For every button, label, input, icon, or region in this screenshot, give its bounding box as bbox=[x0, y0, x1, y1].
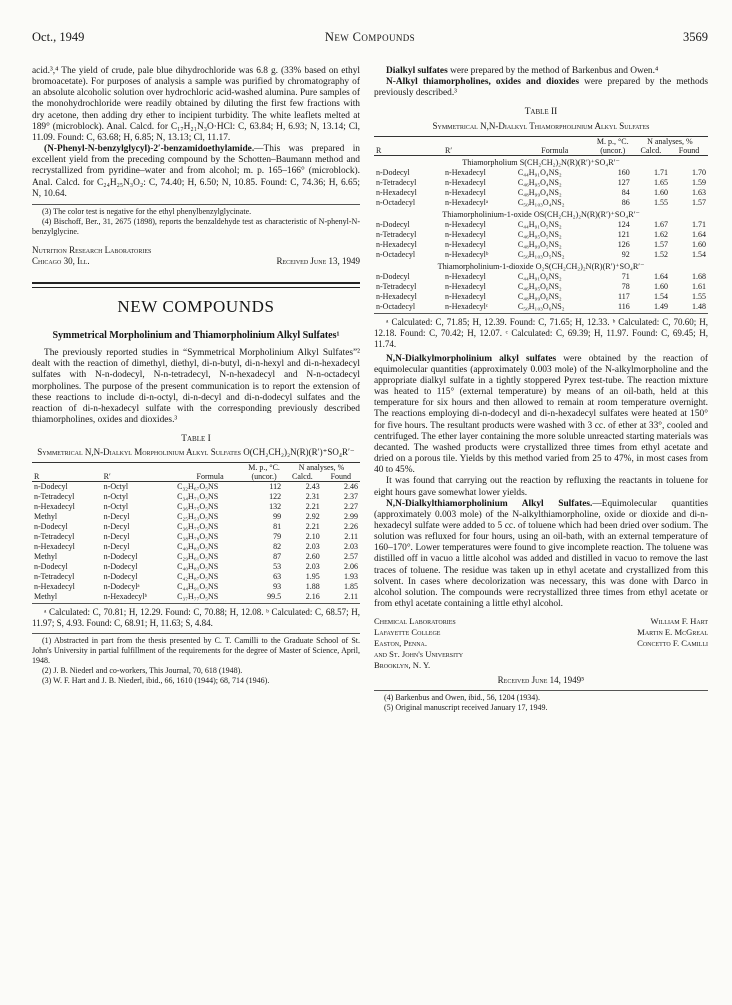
table-row bbox=[374, 178, 708, 188]
table-cell: 112 bbox=[269, 482, 282, 492]
table-cell: C₄₄H₉₁O₅NS₂ bbox=[517, 219, 562, 229]
column-header: M. p., °C. (uncor.) bbox=[596, 136, 629, 155]
section-heading: NEW COMPOUNDS bbox=[117, 296, 275, 316]
table-cell: n-Hexadecylᵃ bbox=[445, 197, 489, 207]
table-footnote: ᵃ Calculated: C, 70.81; H, 12.29. Found: C, 70.88; H, 12.08. ᵇ Calculated: C, 68.57; H, 11.97; S, 4.93. Found: C, 68.91; H, 11.63; S, 4.84. bbox=[32, 607, 360, 629]
table-rule bbox=[32, 603, 360, 604]
column-header: M. p., °C. (uncor.) bbox=[248, 463, 280, 482]
table-caption: Table I bbox=[181, 434, 211, 445]
table-cell: n-Hexadecyl bbox=[376, 291, 417, 301]
header-section: New Compounds bbox=[324, 30, 416, 44]
table-cell: 1.60 bbox=[692, 239, 706, 249]
author: Concetto F. Camilli bbox=[637, 638, 708, 649]
table-cell: n-Hexadecyl bbox=[34, 542, 75, 552]
author: William F. Hart bbox=[650, 616, 708, 627]
table-cell: 132 bbox=[269, 502, 282, 512]
table-cell: n-Dodecyl bbox=[376, 271, 410, 281]
table-cell: n-Hexadecyl bbox=[445, 229, 486, 239]
table-cell: n-Octyl bbox=[103, 482, 129, 492]
table-cell: C₄₈H₉₉O₅NS₂ bbox=[517, 239, 562, 249]
compound-title: (N-Phenyl-N-benzylglycyl)-2′-benzamidoethylamide. bbox=[44, 144, 255, 155]
column-header: Found bbox=[330, 472, 352, 482]
header-page-number: 3569 bbox=[683, 30, 708, 44]
paragraph: N,N-Dialkylthiamorpholinium Alkyl Sulfates.—Equimolecular quantities (approximately 0.003 mole) of the N-alkylthiamorpholine, oxide or dioxide and di-n-hexadecyl sulfate were added to 5 cc. of toluene which had been dried over sodium. The solution was refluxed for four hours, using an oil-bath, with an external temperature of 160–170°. Lower temperatures were found to give incomplete reaction. The toluene was distilled off in vacuo a little alcohol was added and distilled in vacuo to remove the last traces of toluene. The residue was taken up in ethyl acetate and crystallized from this solvent. In cases where decolorization was necessary, this was done with Darco in alcohol solution. The compounds were recrystallized three times from ethyl acetate or from ethyl acetate containing a little ethyl alcohol. bbox=[374, 498, 708, 610]
table-cell: n-Hexadecyl bbox=[445, 187, 486, 197]
table-cell: 86 bbox=[621, 197, 630, 207]
table-cell: C₄₀H₈₃O₅NS bbox=[177, 542, 219, 552]
paragraph: (N-Phenyl-N-benzylglycyl)-2′-benzamidoethylamide.—This was prepared in excellent yield from the preceding compound by the Schotten–Baumann method and recrystallized from pyridine–water and from alcohol; m. p. 165–166° (microblock). Anal. Calcd. for C₂₄H₂₅N₃O₂: C, 74.40; H, 6.50; N, 10.85. Found: C, 74.36; H, 6.65; N, 10.64. bbox=[32, 144, 360, 199]
table-cell: 1.59 bbox=[692, 177, 706, 187]
table-cell: n-Hexadecyl bbox=[376, 239, 417, 249]
table-cell: 1.49 bbox=[654, 301, 669, 311]
table-cell: n-Dodecylᵃ bbox=[103, 582, 140, 592]
table-cell: 1.61 bbox=[692, 281, 706, 291]
table-cell: 99 bbox=[273, 512, 282, 522]
received-line bbox=[32, 256, 360, 268]
table-cell: 2.26 bbox=[344, 522, 358, 532]
table-cell: 84 bbox=[621, 187, 630, 197]
column-header: N analyses, % bbox=[298, 463, 345, 473]
table-cell: 117 bbox=[618, 291, 630, 301]
table-cell: 126 bbox=[617, 239, 630, 249]
lab-name: Nutrition Research Laboratories bbox=[32, 244, 152, 255]
table-rule bbox=[374, 313, 708, 314]
table-cell: 1.68 bbox=[692, 271, 706, 281]
table-cell: n-Hexadecyl bbox=[445, 281, 486, 291]
table-row bbox=[374, 188, 708, 198]
divider bbox=[32, 287, 360, 288]
table-row bbox=[32, 502, 360, 512]
footnote: (2) J. B. Niederl and co-workers, This Journal, 70, 618 (1948). bbox=[42, 666, 243, 676]
table-cell: 81 bbox=[273, 522, 282, 532]
table-row bbox=[374, 240, 708, 250]
table-cell: n-Decyl bbox=[103, 532, 130, 542]
column-header: Formula bbox=[196, 472, 224, 482]
table-cell: 2.11 bbox=[344, 592, 358, 602]
footnote-rule bbox=[32, 633, 360, 634]
footnote-rule bbox=[374, 690, 708, 691]
column-header: R′ bbox=[103, 472, 111, 482]
table-cell: n-Dodecyl bbox=[34, 562, 68, 572]
table-cell: 99.5 bbox=[267, 592, 282, 602]
received-date: Received June 13, 1949 bbox=[276, 255, 360, 266]
table-group-row bbox=[374, 208, 708, 220]
table-row bbox=[32, 552, 360, 562]
paragraph: N-Alkyl thiamorpholines, oxides and dioxides were prepared by the methods previously described.³ bbox=[374, 77, 708, 99]
table-cell: 160 bbox=[617, 167, 630, 177]
table-row bbox=[32, 582, 360, 592]
table-cell: n-Octadecyl bbox=[376, 197, 416, 207]
column-header: Found bbox=[678, 145, 700, 155]
table-group-label: Thiamorpholinium-1-oxide OS(CH₂CH₂)₂N(R)(R′)⁺SO₄R′⁻ bbox=[442, 209, 640, 219]
table-cell: 122 bbox=[269, 492, 282, 502]
table-cell: n-Hexadecyl bbox=[445, 271, 486, 281]
table-row bbox=[374, 168, 708, 178]
table-cell: n-Tetradecyl bbox=[34, 532, 75, 542]
table-cell: C₃₄H₇₁O₅NS bbox=[177, 492, 219, 502]
table-cell: 1.54 bbox=[654, 291, 669, 301]
table-row bbox=[32, 482, 360, 493]
column-header: R bbox=[376, 145, 382, 155]
paragraph: Dialkyl sulfates were prepared by the method of Barkenbus and Owen.⁴ bbox=[386, 66, 659, 76]
table-cell: 79 bbox=[273, 532, 282, 542]
table-cell: 1.64 bbox=[692, 229, 706, 239]
table-cell: n-Hexadecylᶜ bbox=[445, 301, 488, 311]
table-caption: Table II bbox=[524, 107, 558, 118]
table-cell: 1.63 bbox=[692, 187, 706, 197]
table-cell: 1.64 bbox=[654, 271, 669, 281]
footnote: (5) Original manuscript received January 17, 1949. bbox=[384, 703, 548, 713]
table-cell: Methyl bbox=[34, 592, 58, 602]
table-cell: 2.21 bbox=[305, 522, 320, 532]
table-cell: C₄₄H₉₁O₅NS bbox=[177, 582, 219, 592]
table-cell: 1.54 bbox=[692, 249, 706, 259]
table-cell: n-Dodecyl bbox=[376, 219, 410, 229]
table-cell: 2.16 bbox=[305, 592, 320, 602]
table-cell: 1.67 bbox=[654, 219, 669, 229]
table-row bbox=[374, 292, 708, 302]
table-cell: 1.62 bbox=[654, 229, 669, 239]
footnote: (4) Barkenbus and Owen, ibid., 56, 1204 (1934). bbox=[384, 693, 540, 703]
table-cell: n-Hexadecyl bbox=[445, 291, 486, 301]
table-cell: C₂₅H₅₃O₅NS bbox=[177, 512, 219, 522]
table-cell: 116 bbox=[618, 301, 630, 311]
table-cell: 2.21 bbox=[305, 502, 320, 512]
table-cell: 1.95 bbox=[305, 572, 320, 582]
table-cell: 82 bbox=[273, 542, 282, 552]
affiliation: and St. John's University bbox=[374, 649, 464, 660]
table-cell: n-Hexadecyl bbox=[445, 219, 486, 229]
table-cell: C₄₄H₉₁O₄NS₂ bbox=[517, 167, 562, 177]
table-cell: 71 bbox=[621, 271, 630, 281]
footnote: (3) The color test is negative for the ethyl phenylbenzylglycinate. bbox=[42, 206, 252, 216]
table-cell: n-Octyl bbox=[103, 502, 129, 512]
table-cell: C₃₇H₇₇O₅NS bbox=[177, 592, 219, 602]
table-cell: C₅₀H₁₀₃O₅NS₂ bbox=[517, 249, 565, 259]
table-cell: C₂₉H₆₁O₅NS bbox=[177, 552, 219, 562]
table-cell: 2.99 bbox=[344, 512, 358, 522]
table-cell: n-Hexadecylᵇ bbox=[445, 249, 489, 259]
table-group-label: Thiamorpholium S(CH₂CH₂)₂N(R)(R′)⁺SO₄R′⁻ bbox=[462, 157, 620, 167]
table-cell: 2.27 bbox=[344, 502, 358, 512]
city: Chicago 30, Ill. bbox=[32, 255, 90, 266]
table-title: Symmetrical N,N-Dialkyl Thiamorpholinium Alkyl Sulfates bbox=[432, 120, 650, 131]
table-2 bbox=[374, 136, 708, 312]
table-cell: n-Tetradecyl bbox=[34, 492, 75, 502]
table-group-label: Thiamorpholinium-1-dioxide O₂S(CH₂CH₂)₂N(R)(R′)⁺SO₄R′⁻ bbox=[437, 261, 645, 271]
table-row bbox=[374, 220, 708, 230]
table-cell: 78 bbox=[621, 281, 630, 291]
table-footnote: ᵃ Calculated: C, 71.85; H, 12.39. Found: C, 71.65; H, 12.33. ᵇ Calculated: C, 70.60; H, 12.18. Found: C, 70.42; H, 12.07. ᶜ Calculated: C, 69.39; H, 11.97. Found: C, 69.45; H, 11.74. bbox=[374, 316, 708, 349]
table-cell: C₄₈H₉₉O₆NS₂ bbox=[517, 291, 562, 301]
table-cell: n-Hexadecyl bbox=[34, 502, 75, 512]
table-cell: n-Dodecyl bbox=[103, 552, 138, 562]
table-cell: n-Octyl bbox=[103, 492, 129, 502]
table-row bbox=[374, 230, 708, 240]
table-cell: Methyl bbox=[34, 552, 58, 562]
table-cell: n-Hexadecylᵇ bbox=[103, 592, 147, 602]
table-cell: 1.70 bbox=[692, 167, 706, 177]
table-cell: n-Hexadecyl bbox=[445, 177, 486, 187]
table-row bbox=[32, 522, 360, 532]
table-cell: C₄₆H₉₅O₅NS₂ bbox=[517, 229, 562, 239]
paragraph: The previously reported studies in “Symmetrical Morpholinium Alkyl Sulfates”² dealt with the reaction of dimethyl, diethyl, di-n-butyl, di-n-hexyl and di-n-hexadecyl sulfates with N-n-dodecyl, N-n-tetradecyl, N-n-hexadecyl and N-n-octadecyl morpholines. The purpose of the present communication is to report the extension of these reactions to include di-n-octyl, di-n-decyl and di-n-dodecyl sulfates and the reaction of di-n-hexadecyl sulfate with the corresponding previously described thiamorpholines, oxides and dioxides.³ bbox=[32, 348, 360, 425]
table-cell: 2.37 bbox=[344, 492, 358, 502]
table-cell: C₃₆H₇₅O₅NS bbox=[177, 502, 219, 512]
column-header: R′ bbox=[445, 145, 453, 155]
author: Martin E. McGreal bbox=[637, 627, 708, 638]
column-header: Calcd. bbox=[292, 472, 313, 482]
table-cell: 1.88 bbox=[305, 582, 320, 592]
paragraph: It was found that carrying out the reaction by refluxing the reactants in toluene for eight hours gave somewhat lower yields. bbox=[374, 476, 708, 498]
signature-block bbox=[374, 616, 708, 672]
table-cell: 2.46 bbox=[344, 482, 358, 492]
table-cell: 92 bbox=[621, 249, 630, 259]
table-cell: 87 bbox=[273, 552, 282, 562]
table-cell: 2.31 bbox=[305, 492, 320, 502]
table-cell: C₅₀H₁₀₃O₆NS₂ bbox=[517, 301, 565, 311]
table-cell: 1.48 bbox=[692, 301, 706, 311]
table-cell: C₃₆H₇₅O₅NS bbox=[177, 522, 219, 532]
table-cell: n-Hexadecyl bbox=[34, 582, 75, 592]
right-column bbox=[374, 66, 708, 713]
table-cell: 2.03 bbox=[305, 562, 320, 572]
table-cell: 1.60 bbox=[654, 281, 669, 291]
affiliation: Chemical Laboratories bbox=[374, 616, 456, 627]
column-header: Formula bbox=[541, 145, 569, 155]
table-title: Symmetrical N,N-Dialkyl Morpholinium Alkyl Sulfates O(CH₂CH₂)₂N(R)(R′)⁺SO₄R′⁻ bbox=[37, 447, 355, 458]
table-row bbox=[374, 302, 708, 312]
column-header: N analyses, % bbox=[647, 136, 693, 146]
table-cell: n-Decyl bbox=[103, 522, 130, 532]
table-cell: 127 bbox=[617, 177, 630, 187]
left-column bbox=[32, 66, 360, 686]
table-cell: C₄₈H₉₉O₄NS₂ bbox=[517, 187, 562, 197]
table-cell: 1.55 bbox=[692, 291, 706, 301]
table-cell: Methyl bbox=[34, 512, 58, 522]
table-cell: 2.57 bbox=[344, 552, 358, 562]
footnote: (4) Bischoff, Ber., 31, 2675 (1898), reports the benzaldehyde test as characteristic of N-phenyl-N-benzylglycine. bbox=[32, 216, 360, 236]
affiliation: Brooklyn, N. Y. bbox=[374, 660, 431, 671]
table-group-row bbox=[374, 155, 708, 168]
table-cell: n-Octadecyl bbox=[376, 249, 416, 259]
table-cell: 2.43 bbox=[305, 482, 320, 492]
table-cell: n-Hexadecyl bbox=[445, 167, 486, 177]
table-cell: 2.03 bbox=[344, 542, 358, 552]
footnote: (3) W. F. Hart and J. B. Niederl, ibid., 66, 1610 (1944); 68, 714 (1946). bbox=[42, 676, 270, 686]
table-cell: C₄₄H₉₁O₆NS₂ bbox=[517, 271, 562, 281]
table-1 bbox=[32, 462, 360, 602]
footnote-rule bbox=[32, 204, 360, 205]
table-cell: n-Octadecyl bbox=[376, 301, 416, 311]
affiliation: Easton, Penna. bbox=[374, 638, 428, 649]
table-group-row bbox=[374, 260, 708, 272]
table-cell: 1.57 bbox=[654, 239, 669, 249]
table-cell: n-Tetradecyl bbox=[34, 572, 75, 582]
running-header bbox=[32, 30, 708, 50]
table-cell: 1.60 bbox=[654, 187, 669, 197]
table-cell: 63 bbox=[273, 572, 282, 582]
table-cell: 2.60 bbox=[305, 552, 320, 562]
table-cell: n-Decyl bbox=[103, 512, 130, 522]
table-row bbox=[32, 562, 360, 572]
table-row bbox=[32, 572, 360, 582]
table-cell: n-Tetradecyl bbox=[376, 177, 417, 187]
table-cell: 1.57 bbox=[692, 197, 706, 207]
table-cell: C₄₀H₈₃O₅NS bbox=[177, 562, 219, 572]
table-cell: n-Dodecyl bbox=[376, 167, 410, 177]
table-cell: 121 bbox=[617, 229, 630, 239]
table-cell: 2.92 bbox=[305, 512, 320, 522]
column-header: Calcd. bbox=[640, 145, 662, 155]
table-cell: 1.85 bbox=[344, 582, 358, 592]
table-row bbox=[374, 250, 708, 260]
table-cell: C₄₆H₉₅O₆NS₂ bbox=[517, 281, 562, 291]
table-cell: n-Dodecyl bbox=[103, 572, 138, 582]
table-cell: 2.10 bbox=[305, 532, 320, 542]
table-cell: 2.11 bbox=[344, 532, 358, 542]
table-cell: 2.06 bbox=[344, 562, 358, 572]
table-cell: n-Dodecyl bbox=[34, 522, 68, 532]
table-row bbox=[32, 542, 360, 552]
table-cell: 2.03 bbox=[305, 542, 320, 552]
table-cell: n-Dodecyl bbox=[34, 482, 68, 492]
divider bbox=[32, 282, 360, 284]
table-cell: n-Decyl bbox=[103, 542, 130, 552]
affiliation: Lafayette College bbox=[374, 627, 441, 638]
table-row bbox=[374, 272, 708, 282]
table-cell: 1.52 bbox=[654, 249, 669, 259]
header-date: Oct., 1949 bbox=[32, 30, 85, 44]
table-cell: 1.55 bbox=[654, 197, 669, 207]
table-cell: n-Dodecyl bbox=[103, 562, 138, 572]
table-cell: 124 bbox=[617, 219, 630, 229]
column-header: R bbox=[34, 472, 40, 482]
table-cell: C₃₈H₇₉O₅NS bbox=[177, 532, 219, 542]
footnote: (1) Abstracted in part from the thesis presented by C. T. Camilli to the Graduate School of St. John's University in partial fulfillment of the requirements for the degree of Master of Science, April, 1948. bbox=[32, 636, 360, 666]
table-row bbox=[32, 512, 360, 522]
table-cell: n-Tetradecyl bbox=[376, 281, 417, 291]
table-cell: n-Hexadecyl bbox=[445, 239, 486, 249]
table-row bbox=[32, 492, 360, 502]
table-cell: 93 bbox=[273, 582, 282, 592]
paragraph: acid.³,⁴ The yield of crude, pale blue dihydrochloride was 6.8 g. (33% based on ethyl bromoacetate). For purposes of analysis a sample was purified by chromatography of an absolute alcoholic solution over hydrochloric acid-washed alumina. Pure samples of the monohydrochloride were readily obtained by diluting the first few fractions with dry acetone, then adding dry ether to incipient turbidity. The white leaflets melted at 189° (microblock). Anal. Calcd. for C₁₇H₂₁N₃O·HCl: C, 63.84; H, 6.93; N, 13.14; Cl, 11.09. Found: C, 63.68; H, 6.85; N, 13.13; Cl, 11.17. bbox=[32, 66, 360, 143]
table-cell: C₄₆H₉₅O₄NS₂ bbox=[517, 177, 562, 187]
table-cell: 1.71 bbox=[692, 219, 706, 229]
table-cell: 53 bbox=[273, 562, 282, 572]
table-cell: C₅₀H₁₀₃O₄NS₂ bbox=[517, 197, 565, 207]
table-row bbox=[32, 532, 360, 542]
table-cell: 1.65 bbox=[654, 177, 669, 187]
table-cell: C₃₂H₆₇O₅NS bbox=[177, 482, 219, 492]
table-cell: n-Tetradecyl bbox=[376, 229, 417, 239]
table-row bbox=[374, 198, 708, 208]
table-cell: n-Hexadecyl bbox=[376, 187, 417, 197]
table-cell: C₄₂H₈₇O₅NS bbox=[177, 572, 219, 582]
article-title: Symmetrical Morpholinium and Thiamorpholinium Alkyl Sulfates¹ bbox=[52, 330, 340, 342]
table-row bbox=[32, 592, 360, 602]
paragraph: N,N-Dialkylmorpholinium alkyl sulfates were obtained by the reaction of equimolecular quantities (approximately 0.003 mole) of the N-alkylmorpholine and the appropriate dialkyl sulfate in a tightly stoppered Pyrex test-tube. The reaction mixture was heated to 115° (external temperature) by means of an oil-bath, held at this temperature for six hours and then allowed to remain at room temperature overnight. The reactions employing di-n-dodecyl and di-n-hexadecyl sulfates were heated at 150° for five hours. The resultant products were washed with 3 cc. of ether at 33°, cooled and centrifuged. The ether layer containing the more soluble unreacted starting materials was decanted. The washed products were crystallized three times from ethyl acetate and dried on a porous tile. Yields by this method varied from 25 to 47%, in most cases from 40 to 45%. bbox=[374, 353, 709, 476]
received-date: Received June 14, 1949⁵ bbox=[497, 675, 585, 686]
table-cell: 1.71 bbox=[654, 167, 669, 177]
table-row bbox=[374, 282, 708, 292]
table-cell: 1.93 bbox=[344, 572, 358, 582]
